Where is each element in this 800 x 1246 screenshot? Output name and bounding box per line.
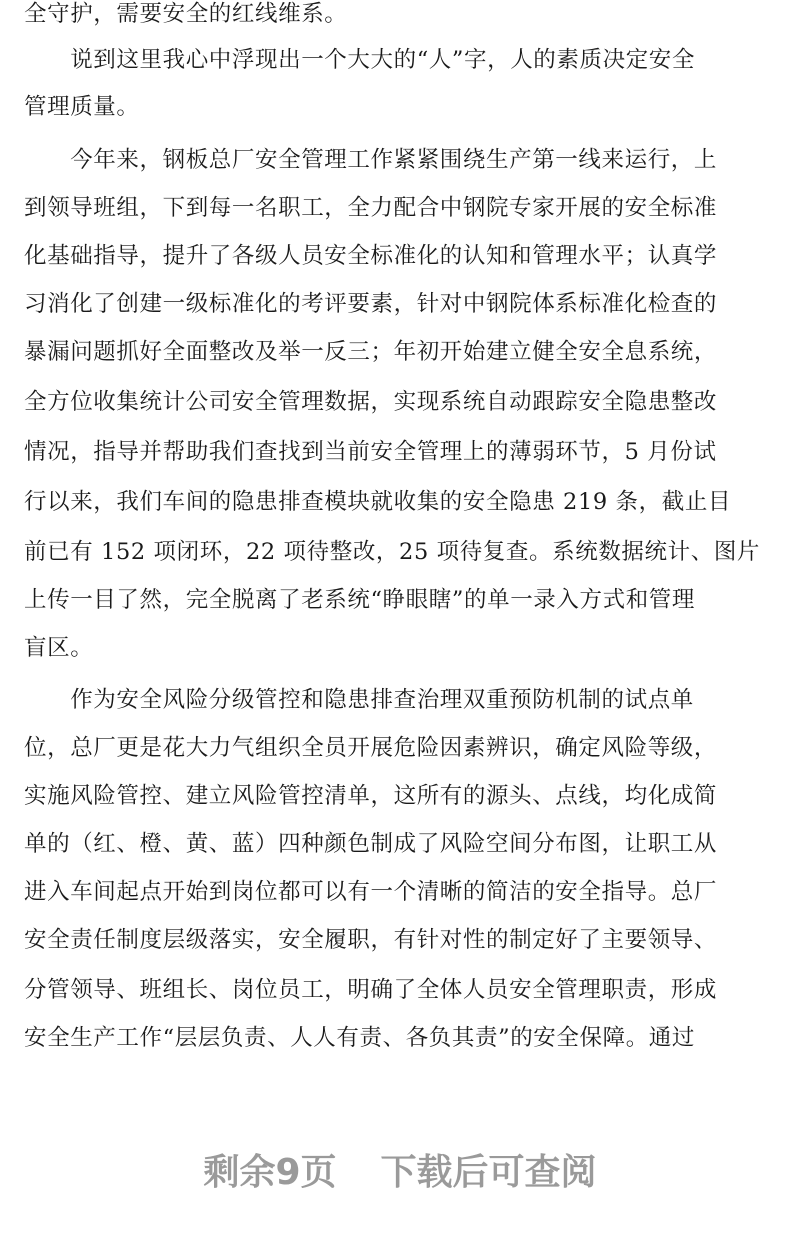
text-line: 全方位收集统计公司安全管理数据，实现系统自动跟踪安全隐患整改	[24, 389, 718, 415]
text-line: 行以来，我们车间的隐患排查模块就收集的安全隐患 219 条，截止目	[24, 489, 732, 515]
download-banner[interactable]	[0, 1144, 800, 1195]
remaining-pages-label: 剩余9页	[203, 1152, 337, 1193]
text-line: 进入车间起点开始到岗位都可以有一个清晰的简洁的安全指导。总厂	[24, 879, 718, 905]
text-line: 安全生产工作“层层负责、人人有责、各负其责”的安全保障。通过	[24, 1025, 696, 1051]
text-line: 实施风险管控、建立风险管控清单，这所有的源头、点线，均化成简	[24, 783, 718, 809]
text-line: 暴漏问题抓好全面整改及举一反三；年初开始建立健全安全息系统，	[24, 339, 718, 365]
text-line: 作为安全风险分级管控和隐患排查治理双重预防机制的试点单	[24, 687, 694, 713]
text-line: 全守护，需要安全的红线维系。	[24, 1, 348, 27]
text-line: 管理质量。	[24, 94, 140, 120]
text-line: 单的（红、橙、黄、蓝）四种颜色制成了风险空间分布图，让职工从	[24, 831, 718, 857]
text-line: 情况，指导并帮助我们查找到当前安全管理上的薄弱环节，5 月份试	[24, 439, 717, 465]
text-line: 盲区。	[24, 635, 94, 661]
text-line: 安全责任制度层级落实，安全履职，有针对性的制定好了主要领导、	[24, 927, 718, 953]
text-line: 位，总厂更是花大力气组织全员开展危险因素辨识，确定风险等级，	[24, 735, 718, 761]
text-line: 说到这里我心中浮现出一个大大的“人”字，人的素质决定安全	[24, 47, 696, 73]
text-line: 化基础指导，提升了各级人员安全标准化的认知和管理水平；认真学	[24, 243, 718, 269]
text-line: 分管领导、班组长、岗位员工，明确了全体人员安全管理职责，形成	[24, 977, 718, 1003]
text-line: 前已有 152 项闭环，22 项待整改，25 项待复查。系统数据统计、图片	[24, 539, 761, 565]
text-line: 上传一目了然，完全脱离了老系统“睁眼瞎”的单一录入方式和管理	[24, 587, 696, 613]
text-line: 到领导班组，下到每一名职工，全力配合中钢院专家开展的安全标准	[24, 195, 718, 221]
text-line: 今年来，钢板总厂安全管理工作紧紧围绕生产第一线来运行，上	[24, 147, 718, 173]
download-prompt-label[interactable]: 下载后可查阅	[380, 1152, 597, 1193]
text-line: 习消化了创建一级标准化的考评要素，针对中钢院体系标准化检查的	[24, 291, 718, 317]
